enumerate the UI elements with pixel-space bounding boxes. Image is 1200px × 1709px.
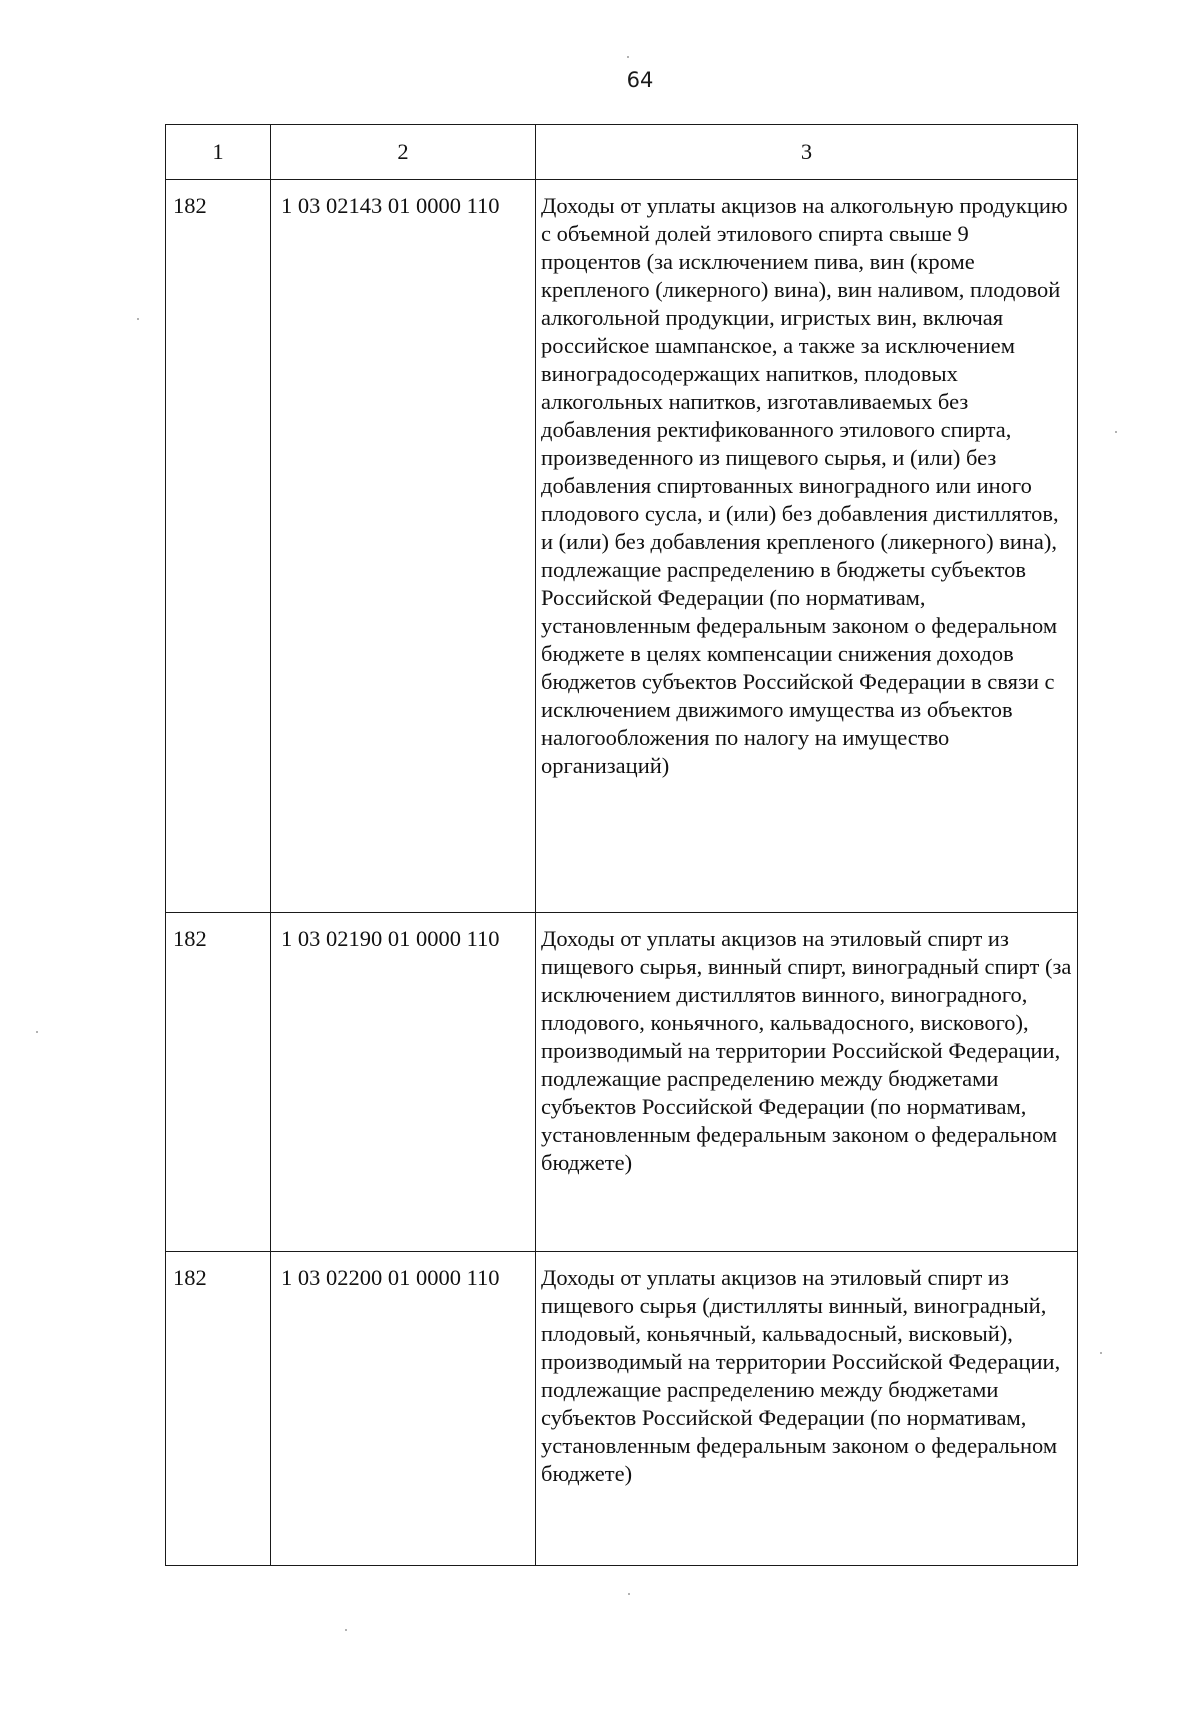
scan-speck	[1100, 1352, 1102, 1354]
admin-code-cell: 182	[166, 180, 271, 913]
scan-speck	[36, 1031, 38, 1033]
description-cell: Доходы от уплаты акцизов на этиловый спирт из пищевого сырья, винный спирт, виноградный спирт (за исключением дистиллятов винного, виноградного, плодового, коньячного, кальвадосного, вискового), производимый на территории Российской Федерации, подлежащие распределению между бюджетами субъектов Российской Федерации (по нормативам, установленным федеральным законом о федеральном бюджете)	[536, 913, 1078, 1252]
page-number: 64	[626, 68, 654, 92]
description-cell: Доходы от уплаты акцизов на этиловый спирт из пищевого сырья (дистилляты винный, виноградный, плодовый, коньячный, кальвадосный, висковый), производимый на территории Российской Федерации, подлежащие распределению между бюджетами субъектов Российской Федерации (по нормативам, установленным федеральным законом о федеральном бюджете)	[536, 1252, 1078, 1566]
description-cell: Доходы от уплаты акцизов на алкогольную продукцию с объемной долей этилового спирта свыше 9 процентов (за исключением пива, вин (кроме крепленого (ликерного) вина), вин наливом, плодовой алкогольной продукции, игристых вин, включая российское шампанское, а также за исключением виноградосодержащих напитков, плодовых алкогольных напитков, изготавливаемых без добавления ректификованного этилового спирта, произведенного из пищевого сырья, и (или) без добавления спиртованных виноградного или иного плодового сусла, и (или) без добавления дистиллятов, и (или) без добавления крепленого (ликерного) вина), подлежащие распределению в бюджеты субъектов Российской Федерации (по нормативам, установленным федеральным законом о федеральном бюджете в целях компенсации снижения доходов бюджетов субъектов Российской Федерации в связи с исключением движимого имущества из объектов налогообложения по налогу на имущество организаций)	[536, 180, 1078, 913]
budget-code-cell: 1 03 02143 01 0000 110	[271, 180, 536, 913]
scan-speck	[345, 1629, 347, 1631]
scan-speck	[137, 318, 139, 320]
table-row	[166, 1252, 1078, 1566]
column-header-3: 3	[536, 125, 1078, 180]
budget-revenue-table	[165, 124, 1078, 1566]
budget-code-cell: 1 03 02200 01 0000 110	[271, 1252, 536, 1566]
scan-speck	[627, 56, 629, 58]
table-row	[166, 180, 1078, 913]
column-header-2: 2	[271, 125, 536, 180]
column-header-1: 1	[166, 125, 271, 180]
table-row	[166, 913, 1078, 1252]
scan-speck	[1115, 431, 1117, 433]
admin-code-cell: 182	[166, 913, 271, 1252]
scan-speck	[628, 1593, 630, 1595]
budget-code-cell: 1 03 02190 01 0000 110	[271, 913, 536, 1252]
table-header-row	[166, 125, 1078, 180]
admin-code-cell: 182	[166, 1252, 271, 1566]
